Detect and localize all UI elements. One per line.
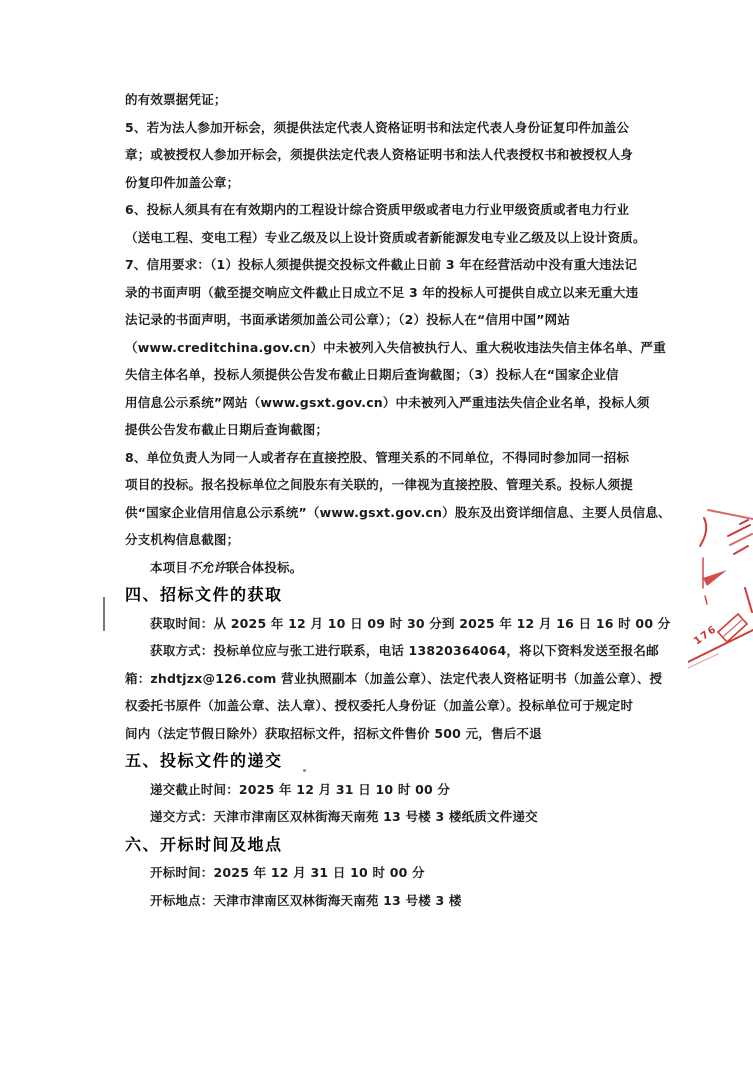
consortium-note [125, 554, 630, 582]
document-body [125, 86, 671, 914]
scan-artifact-dot [303, 769, 306, 772]
clause7-line: 法记录的书面声明，书面承诺须加盖公司公章）；（2）投标人在“信用中国”网站 [125, 312, 571, 327]
section4-line: 权委托书原件（加盖公章、法人章）、授权委托人身份证（加盖公章）。投标单位可于规定时 [125, 698, 634, 713]
clause5-line: 章；或被授权人参加开标会，须提供法定代表人资格证明书和法人代表授权书和被授权人身 [125, 147, 634, 162]
consortium-note-suffix: 联合体投标。 [226, 559, 303, 575]
section6-line: 开标时间：2025 年 12 月 31 日 10 时 00 分 [150, 865, 425, 880]
section5-heading: 五、投标文件的递交 [125, 751, 283, 770]
scan-artifact-line [103, 597, 105, 631]
section6-line: 开标地点：天津市津南区双林街海天南苑 13 号楼 3 楼 [150, 892, 462, 908]
section5-line: 递交截止时间：2025 年 12 月 31 日 10 时 00 分 [150, 781, 451, 797]
seal-number: 176 [692, 623, 720, 648]
clause8-line: 分支机构信息截图； [125, 532, 240, 547]
section6-heading: 六、开标时间及地点 [125, 834, 283, 854]
section4-line: 箱：zhdtjzx@126.com 营业执照副本（加盖公章）、法定代表人资格证明书（加盖公章）、授 [125, 670, 663, 686]
clause7-line: 用信息公示系统”网站（www.gsxt.gov.cn）中未被列入严重违法失信企业名单，投标人须 [125, 394, 650, 410]
clause7-line: 提供公告发布截止日期后查询截图； [125, 422, 329, 437]
clause5-line: 份复印件加盖公章； [125, 174, 240, 190]
clause7-line: 7、信用要求：（1）投标人须提供提交投标文件截止日前 3 年在经营活动中没有重大违法记 [125, 257, 638, 272]
clause6-line: （送电工程、变电工程）专业乙级及以上设计资质或者新能源发电专业乙级及以上设计资质。 [125, 229, 646, 245]
section4-line: 获取时间：从 2025 年 12 月 10 日 09 时 30 分到 2025 年 12 月 16 日 16 时 00 分 [150, 615, 671, 631]
section5-line: 递交方式：天津市津南区双林街海天南苑 13 号楼 3 楼纸质文件递交 [150, 809, 538, 824]
consortium-note-emphasis: 不允许 [188, 559, 227, 575]
clause7-line: 失信主体名单，投标人须提供公告发布截止日期后查询截图；（3）投标人在“国家企业信 [125, 367, 619, 382]
clause8-line: 8、单位负责人为同一人或者存在直接控股、管理关系的不同单位，不得同时参加同一招标 [125, 449, 630, 465]
clause7-line: 录的书面声明（截至提交响应文件截止日成立不足 3 年的投标人可提供自成立以来无重大违 [125, 284, 639, 300]
continuation-line: 的有效票据凭证； [125, 92, 227, 107]
clause8-line: 项目的投标。报名投标单位之间股东有关联的，一律视为直接控股、管理关系。投标人须提 [125, 477, 634, 492]
clause5-line: 5、若为法人参加开标会，须提供法定代表人资格证明书和法定代表人身份证复印件加盖公 [125, 119, 630, 135]
section4-line: 获取方式：投标单位应与张工进行联系，电话 13820364064，将以下资料发送至报名邮 [150, 643, 659, 658]
seal-arrow-fragment [703, 570, 727, 586]
clause7-line: （www.creditchina.gov.cn）中未被列入失信被执行人、重大税收违法失信主体名单、严重 [125, 339, 666, 355]
section4-line: 间内（法定节假日除外）获取招标文件，招标文件售价 500 元，售后不退 [125, 725, 542, 741]
clause8-line: 供“国家企业信用信息公示系统”（www.gsxt.gov.cn）股东及出资详细信息、主要人员信息、 [125, 504, 671, 520]
clause6-line: 6、投标人须具有在有效期内的工程设计综合资质甲级或者电力行业甲级资质或者电力行业 [125, 202, 630, 217]
section4-heading: 四、招标文件的获取 [125, 585, 283, 604]
consortium-note-prefix: 本项目 [150, 559, 189, 575]
